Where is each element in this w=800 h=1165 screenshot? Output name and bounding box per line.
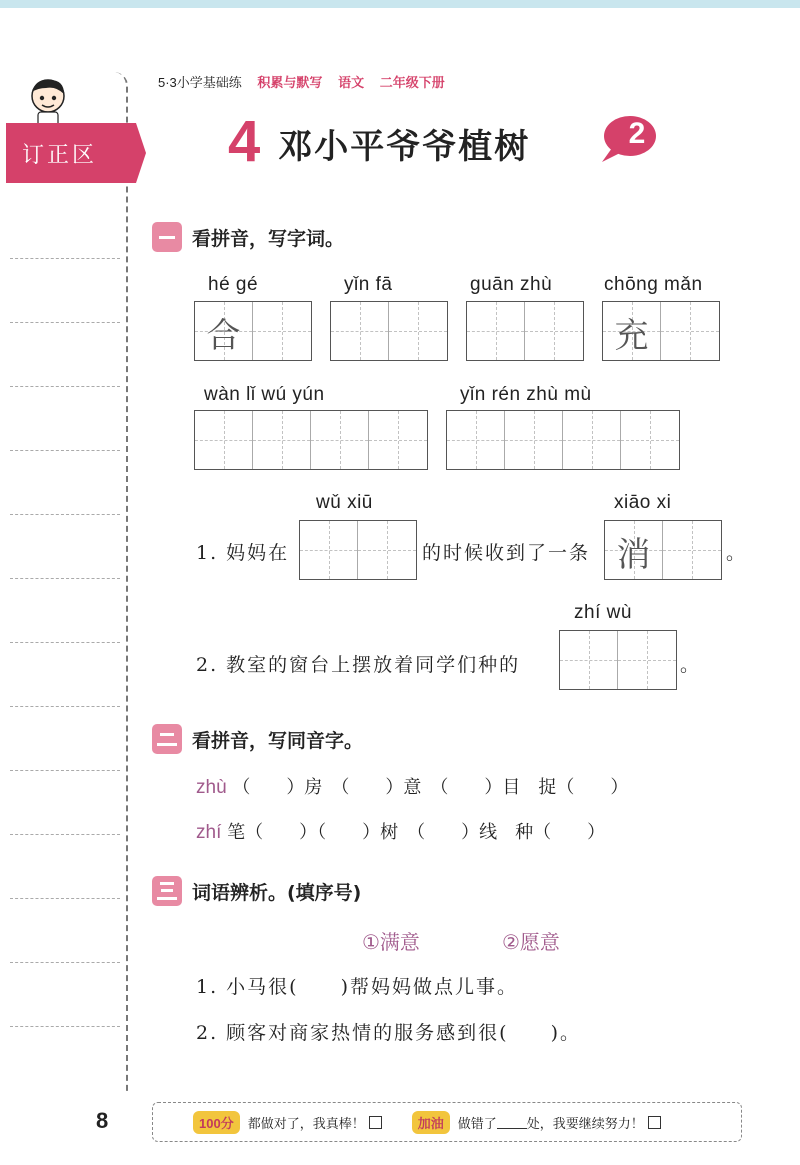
answer-grid-wuxiu[interactable] <box>299 520 417 580</box>
answer-grid-hege[interactable] <box>194 301 312 361</box>
section-3-heading <box>152 876 361 906</box>
homophone-row-zhu-text[interactable]: （ ）房 （ ）意 （ ）目 捉（ ） <box>232 777 629 798</box>
pinyin-wuxiu: wǔ xiū <box>316 492 373 513</box>
grid-char: 合 <box>206 316 241 356</box>
sentence-2-end: 。 <box>680 654 702 676</box>
answer-grid-xiaoxi[interactable] <box>604 520 722 580</box>
section-3-title: 词语辨析。(填序号) <box>192 881 362 904</box>
question-2[interactable]: 2. 顾客对商家热情的服务感到很( )。 <box>196 1022 581 1044</box>
mistake-count-blank[interactable] <box>497 1116 527 1129</box>
pinyin-xiaoxi: xiāo xi <box>614 492 672 513</box>
all-correct-text: 都做对了，我真棒！ <box>247 1116 365 1132</box>
part-number: 2 <box>628 117 646 150</box>
pinyin-yin-fa: yǐn fā <box>344 274 393 295</box>
pinyin-chong-man: chōng mǎn <box>604 274 703 295</box>
grid-char: 充 <box>614 316 649 356</box>
book-name: 积累与默写 <box>257 75 323 90</box>
pinyin-zhi: zhí <box>196 822 222 843</box>
pinyin-guan-zhu: guān zhù <box>470 274 553 295</box>
grid-char: 消 <box>616 535 651 575</box>
mistakes-text: 做错了 <box>457 1116 497 1132</box>
section-3-badge <box>152 876 182 906</box>
sentence-1-start: 1. 妈妈在 <box>196 542 290 564</box>
answer-grid-yinfa[interactable] <box>330 301 448 361</box>
top-strip <box>0 0 800 8</box>
section-1-badge <box>152 222 182 252</box>
keep-trying-text: 处，我要继续努力！ <box>526 1116 644 1132</box>
sentence-1-end: 。 <box>726 542 748 564</box>
lesson-number: 4 <box>228 109 261 174</box>
answer-grid-guanzhu[interactable] <box>466 301 584 361</box>
grade-name: 二年级下册 <box>379 75 445 90</box>
answer-grid-yinrenzhumu[interactable] <box>446 410 680 470</box>
lesson-title <box>228 110 530 174</box>
homophone-row-zhu <box>196 773 628 799</box>
section-2-title: 看拼音，写同音字。 <box>192 729 364 752</box>
pinyin-zhiwu: zhí wù <box>574 602 632 623</box>
sentence-2-start: 2. 教室的窗台上摆放着同学们种的 <box>196 654 521 676</box>
pinyin-wanliwuyun: wàn lǐ wú yún <box>204 384 325 405</box>
section-2-heading <box>152 724 363 754</box>
option-2: ②愿意 <box>502 932 560 954</box>
option-1: ①满意 <box>362 932 420 954</box>
subject-name: 语文 <box>338 75 365 90</box>
correction-area-label: 订正区 <box>6 123 136 183</box>
section-1-title: 看拼音，写字词。 <box>192 227 345 250</box>
correction-column <box>6 72 128 1092</box>
all-correct-checkbox[interactable] <box>369 1116 382 1129</box>
self-check-bar <box>152 1102 742 1142</box>
pinyin-zhu: zhù <box>196 777 227 798</box>
section-2-badge <box>152 724 182 754</box>
homophone-row-zhi <box>196 818 605 844</box>
pinyin-yinrenzhumu: yǐn rén zhù mù <box>460 384 592 405</box>
page-number: 8 <box>96 1108 109 1133</box>
answer-grid-chongman[interactable] <box>602 301 720 361</box>
section-1-heading <box>152 222 344 252</box>
answer-grid-wanliwuyun[interactable] <box>194 410 428 470</box>
cartoon-boy-icon <box>26 76 70 128</box>
lesson-name: 邓小平爷爷植树 <box>278 127 531 167</box>
score-100-tag: 100分 <box>193 1111 240 1134</box>
homophone-row-zhi-text[interactable]: 笔（ ）（ ）树 （ ）线 种（ ） <box>227 822 606 843</box>
pinyin-he-ge: hé gé <box>208 274 259 295</box>
question-1[interactable]: 1. 小马很( )帮妈妈做点儿事。 <box>196 976 518 998</box>
keep-going-tag: 加油 <box>412 1111 450 1134</box>
answer-grid-zhiwu[interactable] <box>559 630 677 690</box>
series-name: 5·3小学基础练 <box>158 75 242 90</box>
book-header <box>158 72 445 91</box>
sentence-1-middle: 的时候收到了一条 <box>422 542 591 564</box>
keep-trying-checkbox[interactable] <box>648 1116 661 1129</box>
